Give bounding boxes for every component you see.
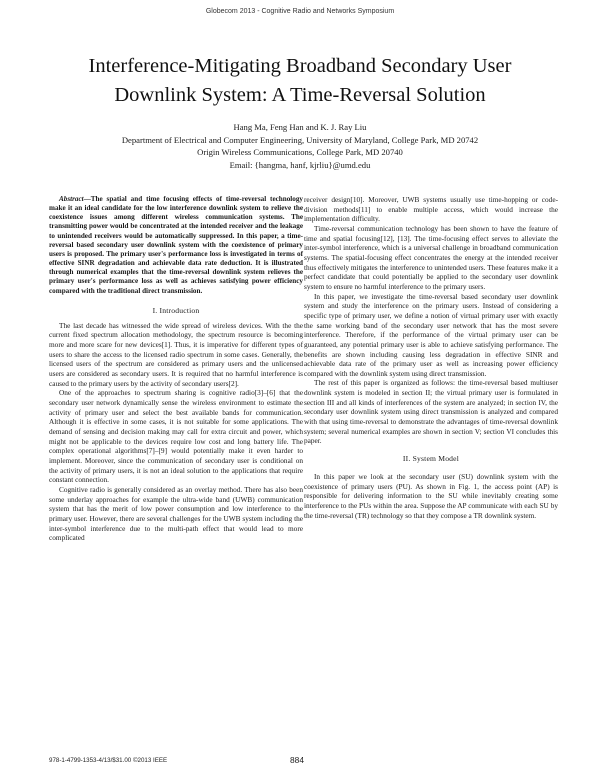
title-line-1: Interference-Mitigating Broadband Secondary User <box>88 55 512 77</box>
affiliation-umd: Department of Electrical and Computer Engineering, University of Maryland, College Park, MD 20742 <box>121 134 479 145</box>
paragraph: Time-reversal communication technology has been shown to have the feature of time and spatial focusing[12], [13]. The time-focusing effect serves to alleviate the inter-symbol interference, which is a universal challenge in broadband communication systems. The spatial-focusing effect concentrates the energy at the intended receiver thus effectively mitigates the interference to unintended users. These features make it a perfect candidate that could potentially be applied to the secondary user downlink system to ensure no harmful interference to the primary users. <box>304 223 559 291</box>
section-heading-system-model: II. System Model <box>402 454 460 464</box>
conference-header: Globecom 2013 - Cognitive Radio and Networks Symposium <box>205 8 395 15</box>
abstract-lead: Abstract <box>59 195 84 203</box>
section-heading-introduction: I. Introduction <box>152 305 200 315</box>
paragraph: Cognitive radio is generally considered as an overlay method. There has also been some underlay approaches for example the ultra-wide band (UWB) communication system that has the merit of low power consumption and low interference to the primary user. However, there are several challenges for the UWB system including the inter-symbol interference due to the multi-path effect that would lead to more complicated <box>49 484 303 543</box>
abstract-text: —The spatial and time focusing effects of time-reversal technology make it an ideal candidate for the low interference downlink system to relieve the coexistence issues among different wireless communication systems. The transmitting power would be concentrated at the intended receiver and the leakage to unintended receivers would be automatically suppressed. In this paper, a time-reversal based secondary user downlink system with the coexistence of primary users is proposed. The primary user's performance loss is investigated in terms of effective SINR degradation and achievable data rate deduction. It is illustrated through numerical examples that the time-reversal downlink system relieves the primary user's performance loss as well as achieves satisfying power efficiency compared with the traditional direct transmission. <box>49 195 303 295</box>
copyright-footer: 978-1-4799-1353-4/13/$31.00 ©2013 IEEE <box>49 757 168 764</box>
paragraph: receiver design[10]. Moreover, UWB systems usually use time-hopping or code-division methods[11] to enable multiple access, which would increase the implementation difficulty. <box>304 195 558 224</box>
affiliation-origin: Origin Wireless Communications, College Park, MD 20740 <box>197 147 403 158</box>
author-block <box>0 121 600 171</box>
abstract <box>49 195 303 296</box>
paragraph: One of the approaches to spectrum sharing is cognitive radio[3]–[6] that the secondary user network dynamically sense the wireless environment to estimate the activity of primary user and select the best available bands for communication. Although it is effective in some cases, it is not suitable for some applications. The demand of sensing and decision making may call for extra circuit and power, which might not be applicable to the devices require low cost and long battery life. The complex operational algorithms[7]–[9] would potentially make it even harder to implement. Moreover, since the communication of secondary user is conditional on the activity of primary users, it is not an ideal solution to the applications that require constant connection. <box>49 388 303 485</box>
left-column <box>49 195 303 543</box>
paragraph: In this paper we look at the secondary user (SU) downlink system with the coexistence of primary users (PU). As shown in Fig. 1, the access point (AP) is responsible for delivering information to the SU while inevitably creating some interference to the PUs within the area. Suppose the AP communicate with each SU by the time-reversal (TR) technology so that they compose a TR downlink system. <box>304 472 558 520</box>
right-column <box>304 195 558 520</box>
author-names: Hang Ma, Feng Han and K. J. Ray Liu <box>233 122 367 132</box>
author-email: Email: {hangma, hanf, kjrliu}@umd.edu <box>229 159 371 170</box>
paragraph: In this paper, we investigate the time-reversal based secondary user downlink system and study the interference on the primary users. Instead of considering a specific type of primary user, we define a notion of virtual primary user with exactly the same working band of the secondary user network that has the most severe interference. Therefore, if the performance of the virtual primary user can be guaranteed, any potential primary user is able to achieve satisfying performance. The benefits are shown including causing less degradation in effective SINR and achievable data rate of the primary user as well as increasing power efficiency compared with the downlink system using direct transmission. <box>304 291 558 378</box>
page-number: 884 <box>290 755 304 765</box>
paper-title <box>40 52 560 110</box>
paragraph: The rest of this paper is organized as follows: the time-reversal based multiuser downlink system is modeled in section II; the virtual primary user is formulated in section III and all kinds of interferences of the system are analyzed; in section IV, the secondary user downlink system using direct transmission is analyzed and compared with that using time-reversal to demonstrate the advantages of time-reversal downlink system; several numerical examples are shown in section V; section VI concludes this paper. <box>304 378 558 446</box>
paragraph: The last decade has witnessed the wide spread of wireless devices. With the the current fixed spectrum allocation methodology, the spectrum resource is becoming more and more scare for new devices[1]. Thus, it is imperative for different types of users to share the access to the licensed radio spectrum in some cases. Generally, the licensed users of the spectrum are considered as primary users and the unlicensed users are considered as secondary users. It is required that no harmful interference is caused to the primary users by the activity of secondary users[2]. <box>49 320 303 388</box>
title-line-2: Downlink System: A Time-Reversal Solution <box>114 84 486 106</box>
